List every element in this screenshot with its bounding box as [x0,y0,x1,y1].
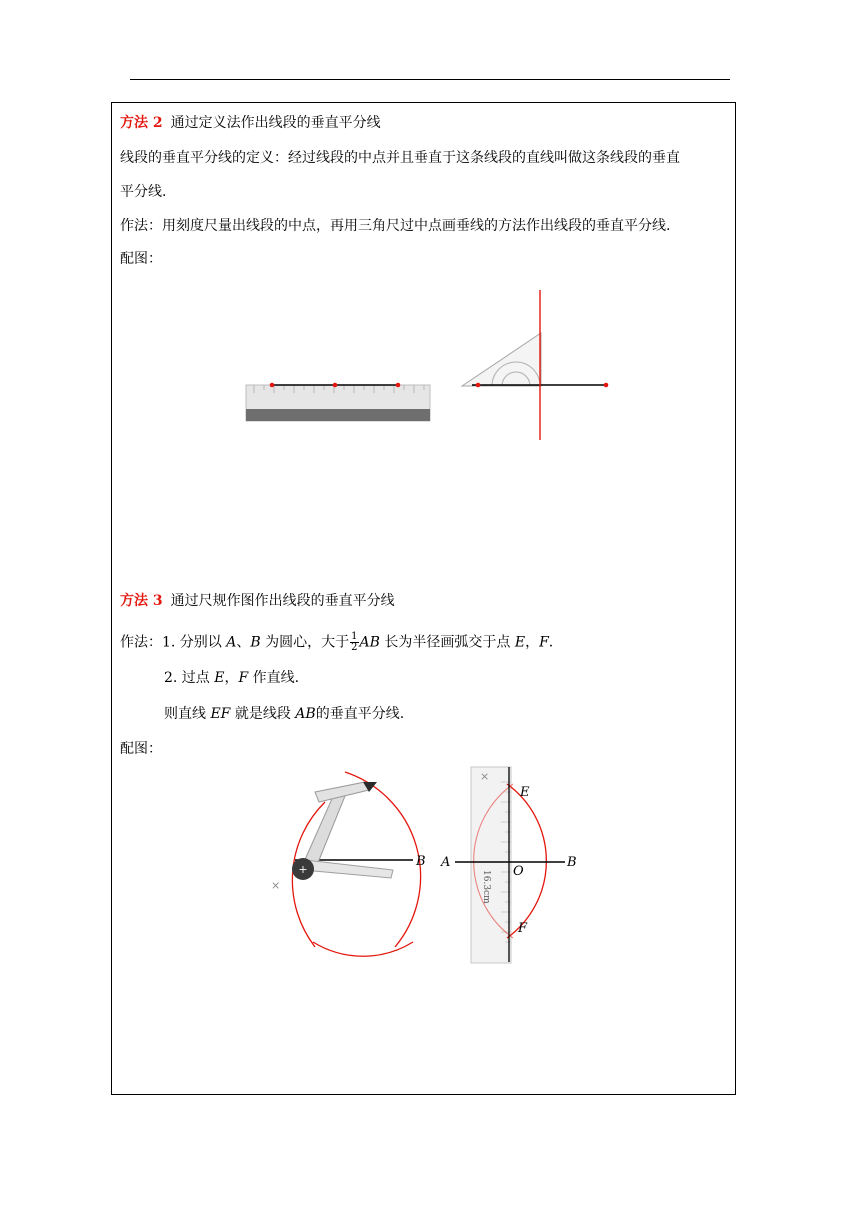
ruler-image [246,385,430,421]
label-b-left: B [416,854,426,869]
label-f: F [518,921,528,936]
method2-figure [240,285,620,445]
method3-step2: 2. 过点 E，F 作直线. [164,670,300,686]
method3-title: 通过尺规作图作出线段的垂直平分线 [170,593,395,609]
method2-definition-line1: 线段的垂直平分线的定义：经过线段的中点并且垂直于这条线段的直线叫做这条线段的垂直 [120,150,680,166]
compass-construction [271,772,426,956]
method3-conclusion: 则直线 EF 就是线段 AB的垂直平分线. [164,706,405,722]
method2-definition-line2: 平分线. [120,184,167,200]
method3-step1: 作法：1. 分别以 A、B 为圆心，大于 $\frac{1}{2}$ AB 长为半径画弧交于点 E，F. [120,631,554,653]
set-square-image [462,333,541,386]
fraction-one-half: $\frac{1}{2}$ [351,631,358,653]
method3-heading: 方法 3 [120,593,163,609]
method2-heading-line [120,114,381,132]
label-e: E [520,785,530,800]
method3-heading-line [120,592,395,610]
close-icon: × [271,879,281,892]
method2-title: 通过定义法作出线段的垂直平分线 [170,115,381,131]
header-rule [130,79,730,80]
method3-figure [255,762,595,972]
label-o: O [513,864,524,879]
ruler-close-icon: × [480,770,490,783]
compass-image [292,782,393,880]
method2-figure-label: 配图： [120,251,162,267]
label-a: A [441,855,451,870]
label-b: B [567,855,577,870]
bisector-construction [440,767,577,963]
ruler-reading: 16.3cm [481,870,491,904]
method2-heading: 方法 2 [120,115,163,131]
method3-figure-label: 配图： [120,741,162,757]
svg-text:+: + [298,863,308,876]
method2-procedure: 作法：用刻度尺量出线段的中点，再用三角尺过中点画垂线的方法作出线段的垂直平分线. [120,218,671,234]
